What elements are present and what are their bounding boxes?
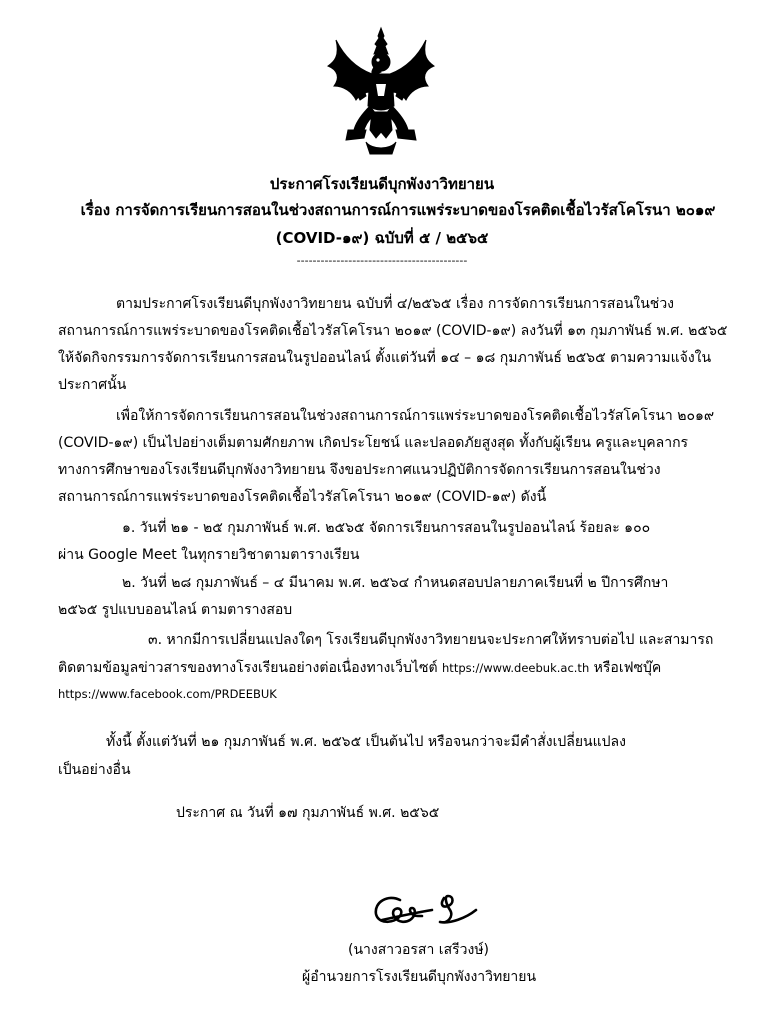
list-item-3-suffix: หรือเฟซบุ๊ค: [589, 660, 662, 676]
paragraph-2-line: (COVID-๑๙) เป็นไปอย่างเต็มตามศักยภาพ เกิดประโยชน์ และปลอดภัยสูงสุด ทั้งกับผู้เรียน ครูและบุคลากร: [58, 435, 689, 451]
paragraph-2-line: ทางการศึกษาของโรงเรียนดีบุกพังงาวิทยายน จึงขอประกาศแนวปฏิบัติการจัดการเรียนการสอนในช่วง: [58, 462, 661, 478]
list-item-3-cont: [58, 658, 661, 678]
announcement-title: ประกาศโรงเรียนดีบุกพังงาวิทยายน: [269, 175, 495, 193]
list-item-2: ๒. วันที่ ๒๘ กุมภาพันธ์ – ๔ มีนาคม พ.ศ. ๒๕๖๔ กำหนดสอบปลายภาคเรียนที่ ๒ ปีการศึกษา: [122, 575, 669, 591]
paragraph-3-line: เป็นอย่างอื่น: [58, 762, 131, 778]
signature-mark: [370, 886, 486, 932]
paragraph-1-line: ตามประกาศโรงเรียนดีบุกพังงาวิทยายน ฉบับที่ ๔/๒๕๖๕ เรื่อง การจัดการเรียนการสอนในช่วง: [116, 296, 675, 312]
garuda-emblem-icon: [326, 26, 436, 158]
paragraph-1-line: ประกาศนั้น: [58, 377, 127, 393]
signer-name: (นางสาวอรสา เสรีวงษ์): [348, 942, 490, 958]
signer-position: ผู้อำนวยการโรงเรียนดีบุกพังงาวิทยายน: [302, 969, 537, 985]
list-item-1: ๑. วันที่ ๒๑ - ๒๕ กุมภาพันธ์ พ.ศ. ๒๕๖๕ จัดการเรียนการสอนในรูปออนไลน์ ร้อยละ ๑๐๐: [122, 520, 651, 536]
paragraph-3-line: ทั้งนี้ ตั้งแต่วันที่ ๒๑ กุมภาพันธ์ พ.ศ. ๒๕๖๕ เป็นต้นไป หรือจนกว่าจะมีคำสั่งเปลี่ยนแปลง: [106, 734, 626, 750]
header-divider: -------------------------------------------: [296, 254, 468, 267]
announced-date: ประกาศ ณ วันที่ ๑๗ กุมภาพันธ์ พ.ศ. ๒๕๖๕: [176, 805, 440, 821]
website-link[interactable]: https://www.deebuk.ac.th: [442, 661, 590, 675]
list-item-3: ๓. หากมีการเปลี่ยนแปลงใดๆ โรงเรียนดีบุกพังงาวิทยายนจะประกาศให้ทราบต่อไป และสามารถ: [148, 632, 714, 648]
paragraph-1-line: สถานการณ์การแพร่ระบาดของโรคติดเชื้อไวรัสโคโรนา ๒๐๑๙ (COVID-๑๙) ลงวันที่ ๑๓ กุมภาพันธ์ พ.ศ. ๒๕๖๕: [58, 323, 728, 339]
list-item-2-cont: ๒๕๖๕ รูปแบบออนไลน์ ตามตารางสอบ: [58, 602, 293, 618]
paragraph-2-line: เพื่อให้การจัดการเรียนการสอนในช่วงสถานการณ์การแพร่ระบาดของโรคติดเชื้อไวรัสโคโรนา ๒๐๑๙: [116, 408, 715, 424]
facebook-link[interactable]: https://www.facebook.com/PRDEEBUK: [58, 687, 277, 701]
list-item-1-cont: ผ่าน Google Meet ในทุกรายวิชาตามตารางเรียน: [58, 547, 360, 563]
list-item-3-text: ติดตามข้อมูลข่าวสารของทางโรงเรียนอย่างต่อเนื่องทางเว็บไซต์: [58, 660, 443, 676]
announcement-subject: เรื่อง การจัดการเรียนการสอนในช่วงสถานการณ์การแพร่ระบาดของโรคติดเชื้อไวรัสโคโรนา ๒๐๑๙: [80, 201, 716, 219]
paragraph-2-line: สถานการณ์การแพร่ระบาดของโรคติดเชื้อไวรัสโคโรนา ๒๐๑๙ (COVID-๑๙) ดังนี้: [58, 489, 547, 505]
paragraph-1-line: ให้จัดกิจกรรมการจัดการเรียนการสอนในรูปออนไลน์ ตั้งแต่วันที่ ๑๔ – ๑๘ กุมภาพันธ์ ๒๕๖๕ ตามความแจ้งใน: [58, 350, 712, 366]
announcement-subject-cont: (COVID-๑๙) ฉบับที่ ๕ / ๒๕๖๕: [275, 229, 489, 247]
